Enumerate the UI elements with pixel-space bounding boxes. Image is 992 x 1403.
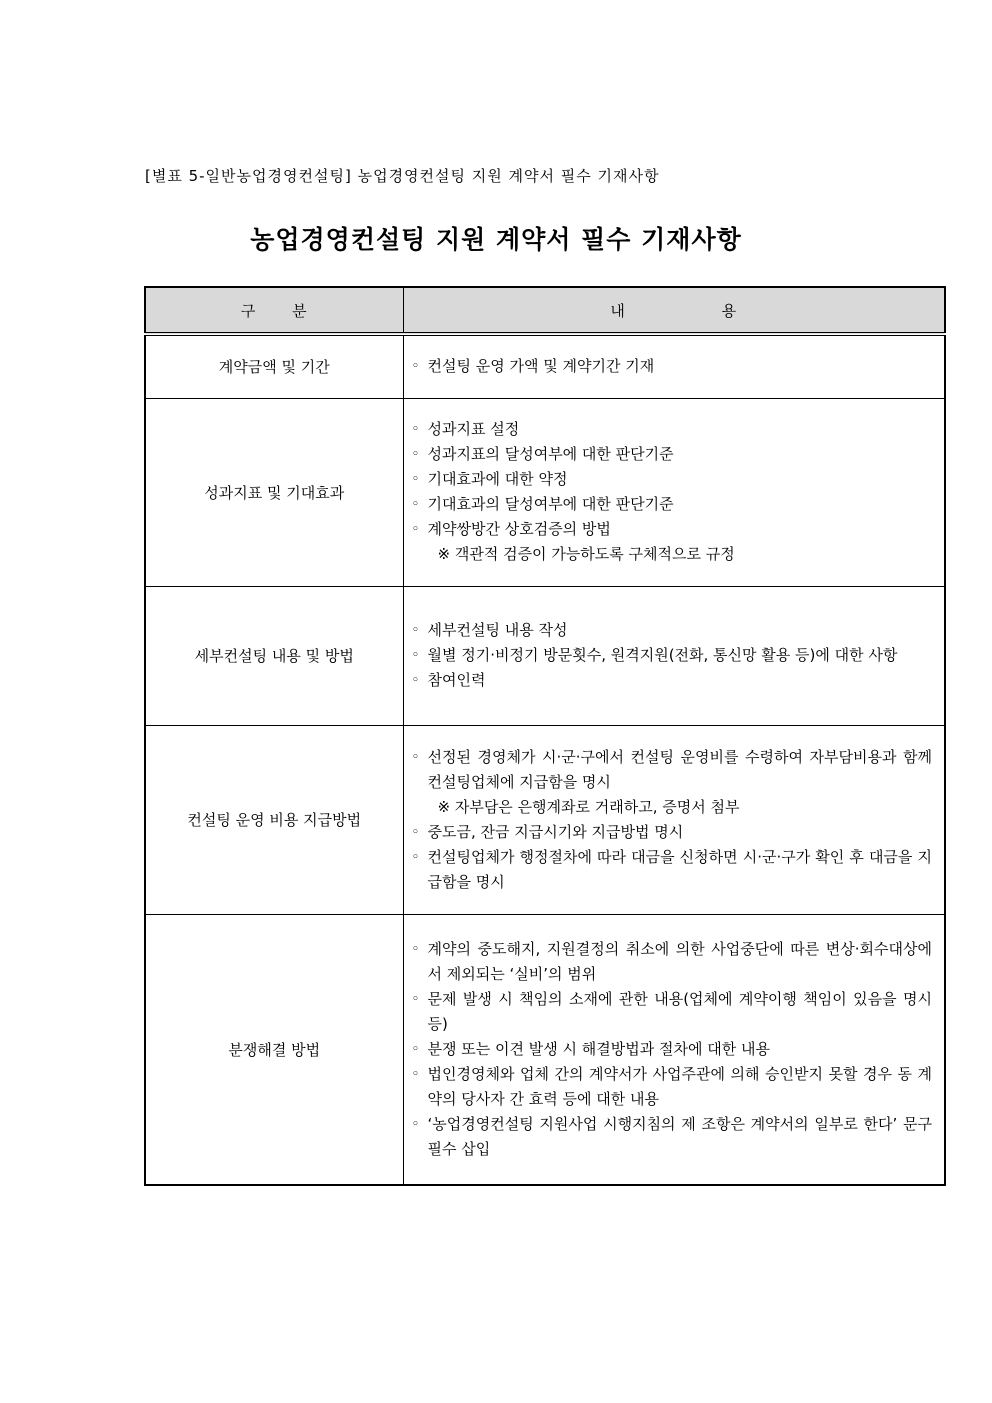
list-item: ◦ 월별 정기·비정기 방문횟수, 원격지원(전화, 통신망 활용 등)에 대한 사항	[412, 643, 933, 668]
row-content	[403, 334, 945, 398]
row-content	[403, 914, 945, 1185]
bullet-icon: ◦	[411, 1066, 420, 1082]
list-item: ◦ 계약쌍방간 상호검증의 방법	[412, 517, 933, 542]
bullet-icon: ◦	[411, 359, 420, 375]
table-row	[145, 334, 945, 398]
bullet-icon: ◦	[411, 941, 420, 957]
bullet-icon: ◦	[411, 648, 420, 663]
bullet-icon: ◦	[411, 1116, 420, 1132]
row-category: 성과지표 및 기대효과	[145, 398, 403, 586]
list-item: ◦ 성과지표의 달성여부에 대한 판단기준	[412, 442, 933, 467]
row-content	[403, 398, 945, 586]
bullet-icon: ◦	[411, 623, 420, 638]
list-item: ◦ 컨설팅 운영 가액 및 계약기간 기재	[412, 354, 933, 379]
note-text: ※ 자부담은 은행계좌로 거래하고, 증명서 첨부	[437, 797, 740, 816]
table-header-row	[145, 287, 945, 334]
bullet-icon: ◦	[411, 447, 420, 462]
document-title: 농업경영컨설팅 지원 계약서 필수 기재사항	[250, 225, 742, 254]
table-row	[145, 725, 945, 914]
list-item: ◦ 계약의 중도해지, 지원결정의 취소에 의한 사업중단에 따른 변상·회수대상에서 제외되는 ‘실비’의 범위	[412, 937, 933, 987]
requirements-table	[144, 286, 946, 1186]
bullet-icon: ◦	[411, 472, 420, 487]
list-item: ◦ 법인경영체와 업체 간의 계약서가 사업주관에 의해 승인받지 못할 경우 동 계약의 당사자 간 효력 등에 대한 내용	[412, 1062, 933, 1112]
bullet-icon: ◦	[411, 522, 420, 537]
category-column-header: 구 분	[145, 287, 403, 334]
bullet-icon: ◦	[411, 991, 420, 1007]
bullet-icon: ◦	[411, 673, 420, 688]
bullet-icon: ◦	[411, 849, 420, 865]
list-item: ◦ 기대효과에 대한 약정	[412, 467, 933, 492]
bullet-icon: ◦	[411, 1041, 420, 1057]
list-item: ◦ 참여인력	[412, 668, 933, 693]
row-category: 분쟁해결 방법	[145, 914, 403, 1185]
content-column-header: 내 용	[403, 287, 945, 334]
list-item: ◦ 선정된 경영체가 시·군·구에서 컨설팅 운영비를 수령하여 자부담비용과 함께 컨설팅업체에 지급함을 명시	[412, 745, 933, 795]
note-text: ※ 객관적 검증이 가능하도록 구체적으로 규정	[437, 545, 735, 563]
bullet-icon: ◦	[411, 422, 420, 437]
bullet-icon: ◦	[411, 749, 420, 765]
list-item: ◦ 세부컨설팅 내용 작성	[412, 618, 933, 643]
table-row	[145, 398, 945, 586]
list-item: ◦ 성과지표 설정	[412, 417, 933, 442]
bullet-icon: ◦	[411, 824, 420, 840]
bullet-icon: ◦	[411, 497, 420, 512]
row-category: 컨설팅 운영 비용 지급방법	[145, 725, 403, 914]
list-item: ◦ 분쟁 또는 이견 발생 시 해결방법과 절차에 대한 내용	[412, 1037, 933, 1062]
appendix-caption: [별표 5-일반농업경영컨설팅] 농업경영컨설팅 지원 계약서 필수 기재사항	[145, 167, 660, 185]
list-item: ◦ 컨설팅업체가 행정절차에 따라 대금을 신청하면 시·군·구가 확인 후 대금을 지급함을 명시	[412, 845, 933, 895]
row-category: 계약금액 및 기간	[145, 334, 403, 398]
row-content	[403, 725, 945, 914]
row-content	[403, 586, 945, 725]
row-category: 세부컨설팅 내용 및 방법	[145, 586, 403, 725]
table-row	[145, 914, 945, 1185]
list-item: ◦ 기대효과의 달성여부에 대한 판단기준	[412, 492, 933, 517]
list-item: ◦ 문제 발생 시 책임의 소재에 관한 내용(업체에 계약이행 책임이 있음을 명시 등)	[412, 987, 933, 1037]
list-item: ◦ 중도금, 잔금 지급시기와 지급방법 명시	[412, 820, 933, 845]
list-item: ◦ ‘농업경영컨설팅 지원사업 시행지침의 제 조항은 계약서의 일부로 한다’ 문구 필수 삽입	[412, 1112, 933, 1162]
table-row	[145, 586, 945, 725]
